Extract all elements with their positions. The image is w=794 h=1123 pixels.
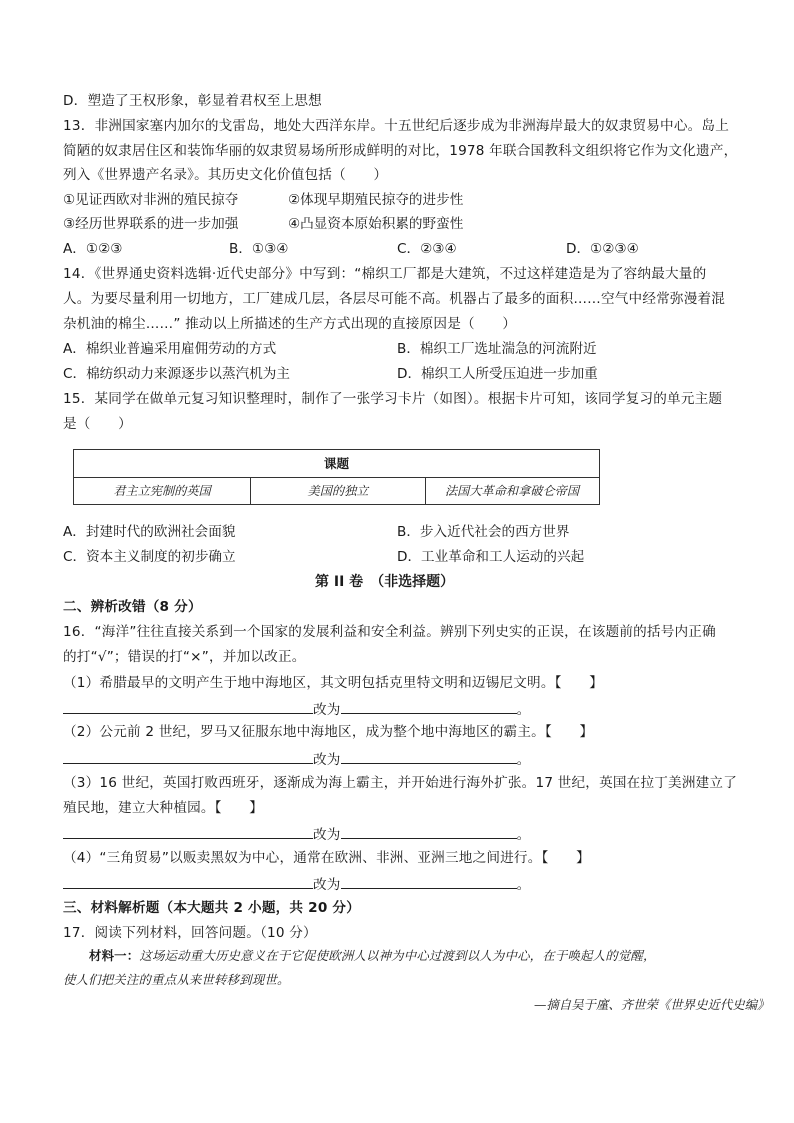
q16-answer-row-1 (63, 699, 530, 719)
q16-item-1: （1）希腊最早的文明产生于地中海地区，其文明包括克里特文明和迈锡尼文明。【 】 (63, 675, 604, 691)
section-three-heading: 三、材料解析题（本大题共 2 小题，共 20 分） (63, 900, 360, 916)
material-one-text: 这场运动重大历史意义在于它促使欧洲人以神为中心过渡到以人为中心，在于唤起人的觉醒， (139, 948, 656, 963)
section-two-heading: 二、辨析改错（8 分） (63, 599, 202, 615)
q13-stem-line3: 列入《世界遗产名录》。其历史文化价值包括（ ） (63, 167, 388, 183)
q13-stem-line1: 13．非洲国家塞内加尔的戈雷岛，地处大西洋东岸。十五世纪后逐步成为非洲海岸最大的奴隶贸易中心。岛上 (63, 118, 729, 134)
q14-stem-line3: 杂机油的棉尘……” 推动以上所描述的生产方式出现的直接原因是（ ） (63, 316, 517, 332)
correct-label: 改为 (313, 827, 341, 843)
part-two-title: 第 II 卷 （非选择题） (315, 574, 455, 590)
q13-statement-3: ③经历世界联系的进一步加强 (63, 216, 239, 232)
answer-blank[interactable] (63, 749, 313, 764)
q16-answer-row-4 (63, 874, 530, 894)
q14-option-a: A．棉织业普遍采用雇佣劳动的方式 (63, 341, 277, 357)
q15-stem-line1: 15．某同学在做单元复习知识整理时，制作了一张学习卡片（如图）。根据卡片可知，该同学复习的单元主题 (63, 391, 723, 407)
period: 。 (516, 877, 531, 893)
q13-option-a: A．①②③ (63, 241, 123, 257)
answer-blank[interactable] (63, 874, 313, 889)
period: 。 (516, 827, 531, 843)
material-one-line1 (89, 947, 656, 965)
q13-option-c: C．②③④ (397, 241, 457, 257)
q16-item-3-line2: 殖民地，建立大种植园。【 】 (63, 800, 264, 816)
q14-stem-line1: 14．《世界通史资料选辑·近代史部分》中写到：“棉织工厂都是大建筑，不过这样建造是为了容纳最大量的 (63, 266, 707, 282)
q16-stem-line1: 16．“海洋”往往直接关系到一个国家的发展利益和安全利益。辨别下列史实的正误，在该题前的括号内正确 (63, 624, 716, 640)
q13-statement-1: ①见证西欧对非洲的殖民掠夺 (63, 192, 239, 208)
q13-option-b: B．①③④ (229, 241, 289, 257)
study-card-title: 课题 (74, 450, 599, 478)
q15-option-c: C．资本主义制度的初步确立 (63, 549, 236, 565)
study-card-cell-2: 美国的独立 (307, 484, 369, 498)
q16-item-2: （2）公元前 2 世纪，罗马又征服东地中海地区，成为整个地中海地区的霸主。【 】 (63, 724, 594, 740)
answer-blank[interactable] (341, 874, 517, 889)
answer-blank[interactable] (341, 749, 517, 764)
q17-stem: 17．阅读下列材料，回答问题。（10 分） (63, 925, 317, 941)
q15-option-b: B．步入近代社会的西方世界 (397, 524, 570, 540)
answer-blank[interactable] (63, 699, 313, 714)
q15-option-a: A．封建时代的欧洲社会面貌 (63, 524, 236, 540)
q14-option-b: B．棉织工厂选址湍急的河流附近 (397, 341, 597, 357)
q13-stem-line2: 简陋的奴隶居住区和装饰华丽的奴隶贸易场所形成鲜明的对比，1978 年联合国教科文组织将它作为文化遗产， (63, 143, 738, 159)
q12-option-d: D．塑造了王权形象，彰显着君权至上思想 (63, 93, 322, 109)
q15-stem-line2: 是（ ） (63, 416, 132, 432)
q16-item-4: （4）“三角贸易”以贩卖黑奴为中心，通常在欧洲、非洲、亚洲三地之间进行。【 】 (63, 850, 590, 866)
q14-option-c: C．棉纺织动力来源逐步以蒸汽机为主 (63, 366, 290, 382)
q13-statement-2: ②体现早期殖民掠夺的进步性 (288, 192, 464, 208)
answer-blank[interactable] (341, 824, 517, 839)
q15-option-d: D．工业革命和工人运动的兴起 (397, 549, 585, 565)
material-one-label: 材料一： (89, 948, 140, 963)
q13-option-d: D．①②③④ (566, 241, 639, 257)
material-source: —摘自吴于廑、齐世荣《世界史近代史编》 (534, 997, 770, 1012)
period: 。 (516, 752, 531, 768)
q16-answer-row-2 (63, 749, 530, 769)
study-card-cell-1: 君主立宪制的英国 (113, 484, 211, 498)
answer-blank[interactable] (63, 824, 313, 839)
correct-label: 改为 (313, 752, 341, 768)
q14-option-d: D．棉织工人所受压迫进一步加重 (397, 366, 598, 382)
period: 。 (516, 702, 531, 718)
q13-statement-4: ④凸显资本原始积累的野蛮性 (288, 216, 464, 232)
q16-item-3-line1: （3）16 世纪，英国打败西班牙，逐渐成为海上霸主，并开始进行海外扩张。17 世纪，英国在拉丁美洲建立了 (63, 775, 738, 791)
material-one-line2: 使人们把关注的重点从来世转移到现世。 (63, 972, 290, 987)
study-card-cell-3: 法国大革命和拿破仑帝国 (444, 484, 580, 498)
correct-label: 改为 (313, 877, 341, 893)
study-card-table (73, 449, 600, 505)
q14-stem-line2: 人。为要尽量利用一切地方，工厂建成几层，各层尽可能不高。机器占了最多的面积……空气中经常弥漫着混 (63, 291, 726, 307)
q16-answer-row-3 (63, 824, 530, 844)
correct-label: 改为 (313, 702, 341, 718)
answer-blank[interactable] (341, 699, 517, 714)
q16-stem-line2: 的打“√”；错误的打“×”，并加以改正。 (63, 649, 306, 665)
